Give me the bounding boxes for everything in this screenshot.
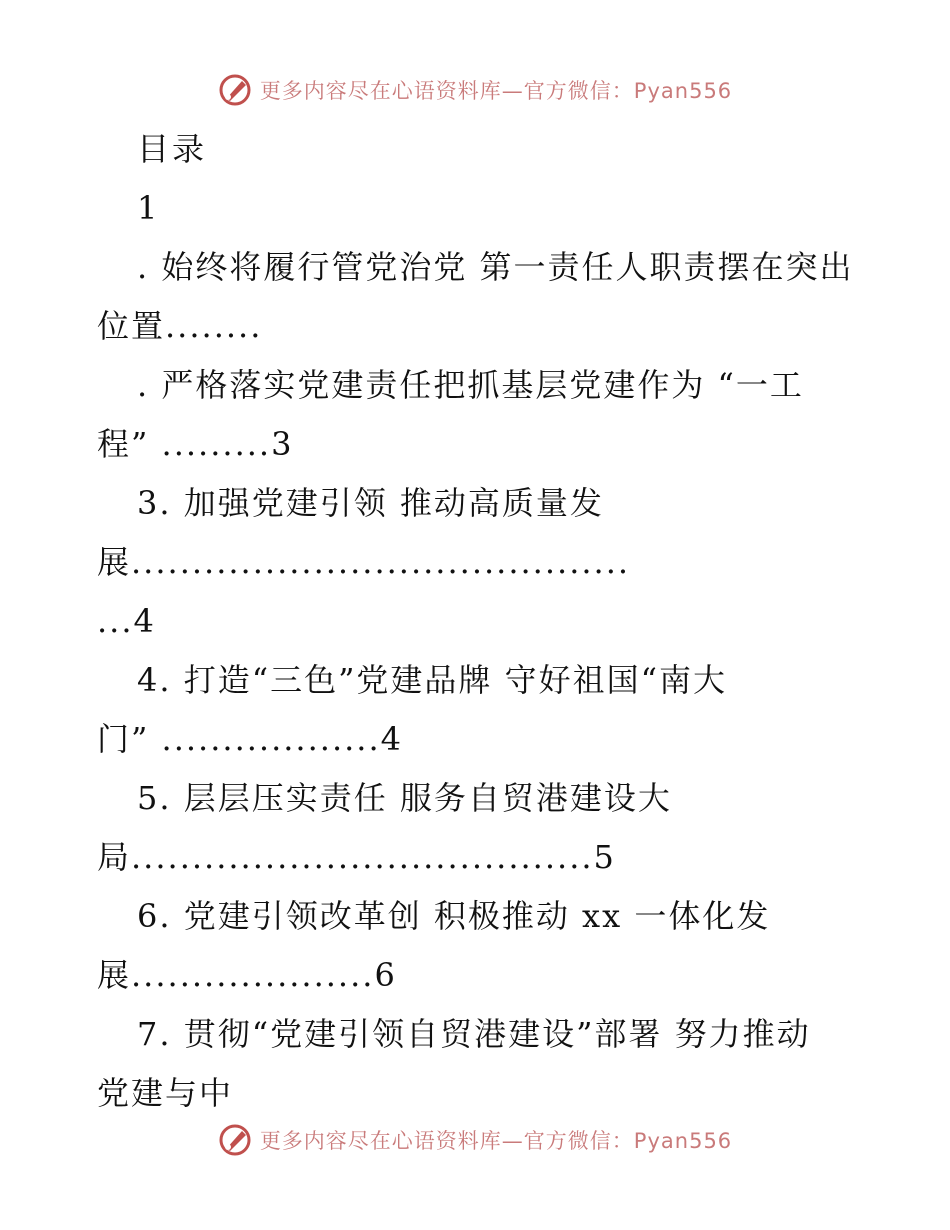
toc-line: 门” ..................4 bbox=[97, 720, 403, 758]
toc-line: . 始终将履行管党治党 第一责任人职责摆在突出 bbox=[137, 248, 854, 286]
red-pen-logo-icon bbox=[218, 1123, 252, 1157]
toc-line: 展....................6 bbox=[97, 956, 397, 994]
toc-line: ...4 bbox=[97, 602, 156, 640]
toc-line: 7. 贯彻“党建引领自贸港建设”部署 努力推动 bbox=[137, 1015, 811, 1053]
toc-line: 4. 打造“三色”党建品牌 守好祖国“南大 bbox=[137, 661, 727, 699]
toc-line: 5. 层层压实责任 服务自贸港建设大 bbox=[137, 779, 672, 817]
red-pen-logo-icon bbox=[218, 73, 252, 107]
toc-line: 局......................................5 bbox=[97, 838, 616, 876]
toc-title: 目录 bbox=[137, 130, 208, 168]
toc-line: 6. 党建引领改革创 积极推动 xx 一体化发 bbox=[137, 897, 771, 935]
watermark-text: 更多内容尽在心语资料库—官方微信：Pyan556 bbox=[259, 79, 733, 103]
watermark-text: 更多内容尽在心语资料库—官方微信：Pyan556 bbox=[259, 1129, 733, 1153]
toc-line: 位置........ bbox=[97, 307, 263, 345]
toc-line: 党建与中 bbox=[97, 1074, 234, 1112]
header-watermark-banner bbox=[0, 70, 950, 110]
toc-line: 1 bbox=[137, 189, 160, 227]
toc-line: . 严格落实党建责任把抓基层党建作为 “一工 bbox=[137, 366, 804, 404]
toc-line: 3. 加强党建引领 推动高质量发 bbox=[137, 484, 604, 522]
document-body bbox=[97, 120, 857, 1123]
toc-line: 程” .........3 bbox=[97, 425, 294, 463]
footer-watermark-banner bbox=[0, 1120, 950, 1160]
toc-line: 展......................................... bbox=[97, 543, 631, 581]
